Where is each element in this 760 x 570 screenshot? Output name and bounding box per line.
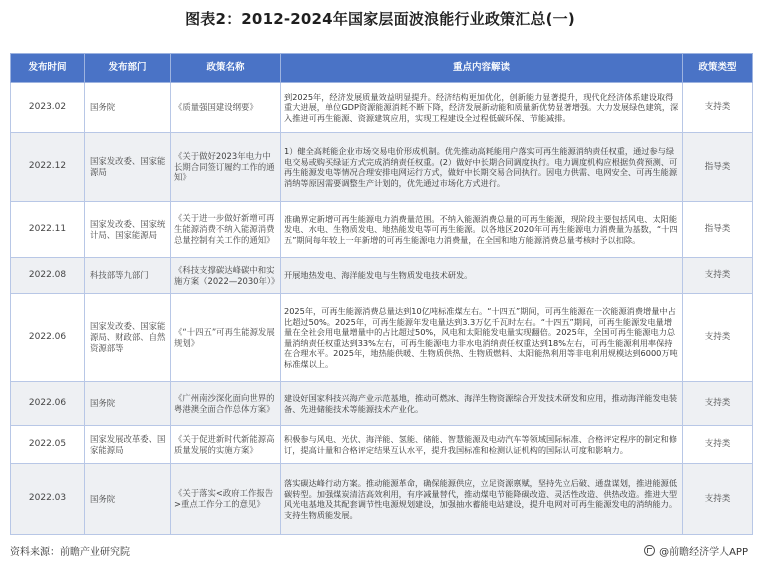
- cell-dept: 国家发改委、国家统计局、国家能源局: [85, 202, 171, 258]
- cell-date: 2022.06: [11, 294, 85, 382]
- cell-content: 1）健全高耗能企业市场交易电价形成机制。优先推动高耗能用户落实可再生能源消纳责任权重，通过参与绿电交易或购买绿证方式完成消纳责任权重。(2）做好中长期合同调度执行。电力调度机构应根据负荷预测、可再生能源发电等情况合理安排电网运行方式，做好中长期交易合同执行。因电力供需、电网安全、可再生能源消纳等原因需要调整生产计划的，优先通过市场化方式进行。: [281, 133, 683, 202]
- cell-content: 积极参与风电、光伏、海洋能、氢能、储能、智慧能源及电动汽车等领域国际标准、合格评定程序的制定和修订，提高计量和合格评定结果互认水平，提升我国标准和检测认证机构的国际认可度和影响力。: [281, 426, 683, 464]
- cell-name: 《关于做好2023年电力中长期合同签订履约工作的通知》: [171, 133, 281, 202]
- cell-content: 落实碳达峰行动方案。推动能源革命，确保能源供应，立足资源禀赋，坚持先立后破、通盘谋划，推进能源低碳转型。加强煤炭清洁高效利用，有序减量替代，推动煤电节能降碳改造、灵活性改造、供热改造。推进大型风光电基地及其配套调节性电源规划建设，加强抽水蓄能电站建设，提升电网对可再生能源发电的消纳能力。支持生物质能发展。: [281, 464, 683, 535]
- cell-date: 2022.11: [11, 202, 85, 258]
- source-note: 资料来源：前瞻产业研究院: [10, 547, 130, 558]
- cell-type: 指导类: [683, 202, 753, 258]
- cell-name: 《关于落实<政府工作报告>重点工作分工的意见》: [171, 464, 281, 535]
- table-row: [11, 426, 753, 464]
- header-date: 发布时间: [11, 54, 85, 83]
- header-type: 政策类型: [683, 54, 753, 83]
- cell-date: 2022.08: [11, 258, 85, 294]
- table-row: [11, 464, 753, 535]
- table-header-row: [11, 54, 753, 83]
- cell-dept: 国务院: [85, 464, 171, 535]
- cell-type: 支持类: [683, 83, 753, 133]
- cell-name: 《质量强国建设纲要》: [171, 83, 281, 133]
- cell-date: 2022.12: [11, 133, 85, 202]
- cell-type: 支持类: [683, 426, 753, 464]
- cell-dept: 国家发改委、国家能源局、财政部、自然资源部等: [85, 294, 171, 382]
- policy-table: [10, 53, 753, 535]
- cell-name: 《广州南沙深化面向世界的粤港澳全面合作总体方案》: [171, 382, 281, 426]
- cell-dept: 国务院: [85, 83, 171, 133]
- header-dept: 发布部门: [85, 54, 171, 83]
- table-row: [11, 202, 753, 258]
- brand-text: @前瞻经济学人APP: [659, 547, 748, 558]
- cell-content: 开展地热发电、海洋能发电与生物质发电技术研发。: [281, 258, 683, 294]
- cell-dept: 国务院: [85, 382, 171, 426]
- cell-content: 到2025年，经济发展质量效益明显提升。经济结构更加优化，创新能力显著提升，现代化经济体系建设取得重大进展，单位GDP资源能源消耗不断下降，经济发展新动能和质量新优势显著增强。大力发展绿色建筑，深入推进可再生能源、资源建筑应用，实现工程建设全过程低碳环保、节能减排。: [281, 83, 683, 133]
- cell-type: 指导类: [683, 133, 753, 202]
- brand-credit: [644, 543, 748, 558]
- cell-content: 建设好国家科技兴海产业示范基地，推动可燃冰、海洋生物资源综合开发技术研发和应用，推动海洋能发电装备、先进储能技术等能源技术产业化。: [281, 382, 683, 426]
- cell-date: 2022.05: [11, 426, 85, 464]
- table-row: [11, 83, 753, 133]
- header-content: 重点内容解读: [281, 54, 683, 83]
- cell-type: 支持类: [683, 258, 753, 294]
- brand-logo-icon: [644, 545, 655, 556]
- cell-name: 《关于进一步做好新增可再生能源消费不纳入能源消费总量控制有关工作的通知》: [171, 202, 281, 258]
- cell-type: 支持类: [683, 382, 753, 426]
- cell-date: 2022.06: [11, 382, 85, 426]
- cell-name: 《科技支撑碳达峰碳中和实施方案（2022—2030年）》: [171, 258, 281, 294]
- cell-dept: 国家发展改革委、国家能源局: [85, 426, 171, 464]
- table-row: [11, 133, 753, 202]
- cell-type: 支持类: [683, 464, 753, 535]
- cell-name: 《“十四五”可再生能源发展规划》: [171, 294, 281, 382]
- cell-date: 2022.03: [11, 464, 85, 535]
- cell-content: 2025年，可再生能源消费总量达到10亿吨标准煤左右。“十四五”期间，可再生能源在一次能源消费增量中占比超过50%。2025年，可再生能源年发电量达到3.3万亿千瓦时左右。“十四五”期间，可再生能源发电量增量在全社会用电量增量中的占比超过50%，风电和太阳能发电量实现翻倍。2025年，全国可再生能源电力总量消纳责任权重达到33%左右，可再生能源电力非水电消纳责任权重达到18%左右，可再生能源利用率保持在合理水平。2025年，地热能供暖、生物质供热、生物质燃料、太阳能热利用等非电利用规模达到6000万吨标准煤以上。: [281, 294, 683, 382]
- table-row: [11, 382, 753, 426]
- cell-date: 2023.02: [11, 83, 85, 133]
- cell-name: 《关于促进新时代新能源高质量发展的实施方案》: [171, 426, 281, 464]
- table-row: [11, 294, 753, 382]
- header-name: 政策名称: [171, 54, 281, 83]
- table-row: [11, 258, 753, 294]
- cell-type: 支持类: [683, 294, 753, 382]
- cell-dept: 国家发改委、国家能源局: [85, 133, 171, 202]
- cell-content: 准确界定新增可再生能源电力消费量范围。不纳入能源消费总量的可再生能源，现阶段主要包括风电、太阳能发电、水电、生物质发电、地热能发电等可再生能源。以各地区2020年可再生能源电力消费量为基数，“十四五”期间每年较上一年新增的可再生能源电力消费量，在全国和地方能源消费总量考核时予以扣除。: [281, 202, 683, 258]
- chart-title: 图表2：2012-2024年国家层面波浪能行业政策汇总(一): [185, 10, 575, 28]
- cell-dept: 科技部等九部门: [85, 258, 171, 294]
